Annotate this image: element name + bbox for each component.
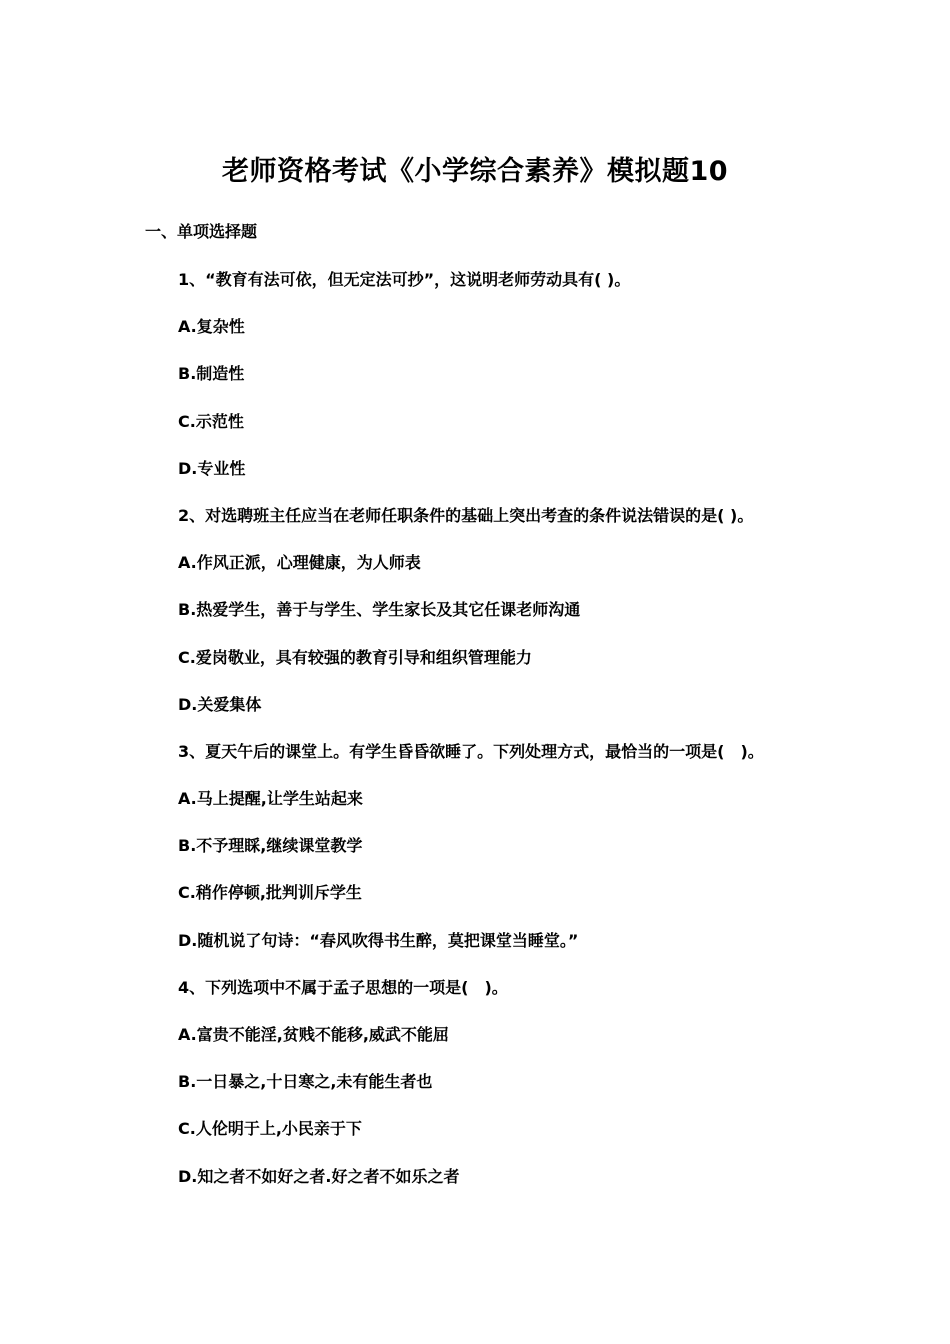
question-4-option-a: A.富贵不能淫,贫贱不能移,威武不能屈 — [178, 1025, 449, 1044]
question-2-option-d: D.关爱集体 — [178, 694, 262, 714]
question-3-option-b: B.不予理睬,继续课堂教学 — [178, 836, 363, 856]
question-4-option-b: B.一日暴之,十日寒之,未有能生者也 — [178, 1072, 433, 1092]
question-3-option-c: C.稍作停顿,批判训斥学生 — [178, 883, 362, 903]
question-2: 2、对选聘班主任应当在老师任职条件的基础上突出考查的条件说法错误的是( )。 — [178, 505, 754, 525]
document-title: 老师资格考试《小学综合素养》模拟题10 — [221, 156, 729, 187]
question-1-option-a: A.复杂性 — [178, 317, 245, 337]
question-4-option-d: D.知之者不如好之者.好之者不如乐之者 — [178, 1166, 460, 1186]
question-2-option-a: A.作风正派，心理健康，为人师表 — [178, 553, 421, 573]
question-4: 4、下列选项中不属于孟子思想的一项是( )。 — [178, 977, 508, 997]
section-heading: 一、单项选择题 — [145, 222, 258, 241]
question-2-option-c: C.爱岗敬业，具有较强的教育引导和组织管理能力 — [178, 647, 532, 667]
question-1-option-c: C.示范性 — [178, 411, 244, 431]
question-1-option-d: D.专业性 — [178, 458, 246, 478]
question-3-option-d: D.随机说了句诗：“春风吹得书生醉，莫把课堂当睡堂。” — [178, 930, 579, 950]
question-list — [178, 268, 878, 1212]
question-1-option-b: B.制造性 — [178, 364, 245, 384]
question-1: 1、“教育有法可依，但无定法可抄”，这说明老师劳动具有( )。 — [178, 270, 631, 289]
question-4-option-c: C.人伦明于上,小民亲于下 — [178, 1119, 362, 1139]
question-3: 3、夏天午后的课堂上。有学生昏昏欲睡了。下列处理方式，最恰当的一项是( )。 — [178, 741, 764, 761]
question-2-option-b: B.热爱学生，善于与学生、学生家长及其它任课老师沟通 — [178, 600, 581, 620]
question-3-option-a: A.马上提醒,让学生站起来 — [178, 789, 363, 809]
